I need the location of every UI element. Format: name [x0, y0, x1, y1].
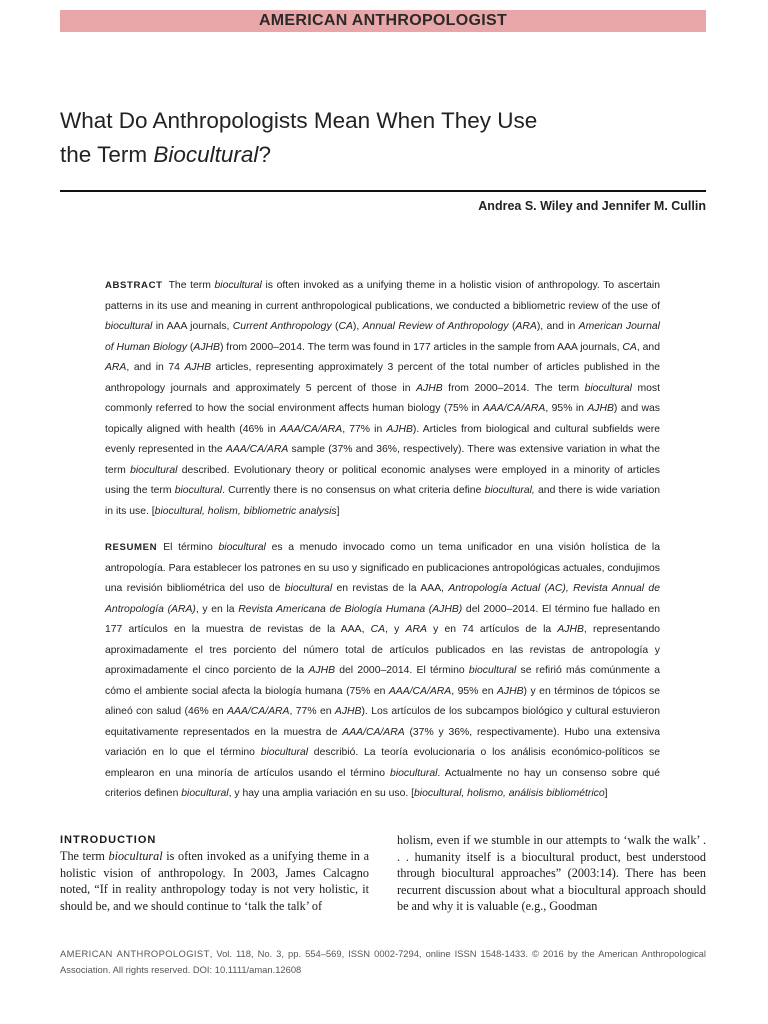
resumen-text: El término biocultural es a menudo invocado como un tema unificador en una visión holística de la antropología. Para establecer los patrones en su uso y significado en publicaciones antropológicas actuales, condujimos una revisión bibliométrica del uso de biocultural en revistas de la AAA, Antropología Actual (AC), Revista Annual de Antropología (ARA), y en la Revista Americana de Biología Humana (AJHB) del 2000–2014. El término fue hallado en 177 artículos en la muestra de revistas de la AAA, CA, y ARA y en 74 artículos de la AJHB, representando aproximadamente el tres porciento del número total de artículos publicados en las revistas de antropología y aproximadamente el cinco porciento de la AJHB del 2000–2014. El término biocultural se refirió más comúnmente a cómo el ambiente social afecta la biología humana (75% en AAA/CA/ARA, 95% en AJHB) y en términos de tópicos se alineó con salud (46% en AAA/CA/ARA, 77% en AJHB). Los artículos de los subcampos biológico y cultural estuvieron equitativamente representados en la muestra de AAA/CA/ARA (37% y 36%, respectivamente). Hubo una extensiva variación en lo que el término biocultural describió. La teoría evolucionaria o los análisis económico-políticos se emplearon en una minoría de artículos usando el término biocultural. Actualmente no hay un consenso sobre qué criterios definen biocultural, y hay una amplia variación en su uso. [biocultural, holismo, análisis bibliométrico]: [105, 542, 661, 799]
introduction-text-left: The term biocultural is often invoked as a unifying theme in a holistic vision of anthropology. In 2003, James Calcagno noted, “If in reality anthropology today is not very holistic, it should be, and we should continue to ‘talk the talk’ of: [60, 849, 369, 913]
abstract-paragraph: [105, 276, 660, 522]
title-line-2: [60, 138, 706, 172]
abstract-label: ABSTRACT: [105, 280, 163, 291]
article-title: [60, 104, 706, 172]
introduction-column-left: [60, 832, 369, 914]
title-italic-term: Biocultural: [153, 142, 259, 167]
introduction-column-right: [397, 832, 706, 915]
journal-name: AMERICAN ANTHROPOLOGIST: [258, 12, 508, 29]
footer-journal: AMERICAN ANTHROPOLOGIST: [60, 948, 210, 959]
journal-banner: [60, 10, 706, 32]
introduction-heading: INTRODUCTION: [60, 834, 157, 846]
title-punctuation: ?: [258, 142, 271, 167]
title-text: the Term: [60, 142, 154, 167]
title-rule: [60, 190, 706, 192]
title-line-1: What Do Anthropologists Mean When They Use: [60, 108, 538, 133]
abstract-text: The term biocultural is often invoked as a unifying theme in a holistic vision of anthropology. To ascertain patterns in its use and meaning in current anthropological publications, we conducted a bibliometric review of the use of biocultural in AAA journals, Current Anthropology (CA), Annual Review of Anthropology (ARA), and in American Journal of Human Biology (AJHB) from 2000–2014. The term was found in 177 articles in the sample from AAA journals, CA, and ARA, and in 74 AJHB articles, representing approximately 3 percent of the total number of articles published in the anthropology journals and approximately 5 percent of those in AJHB from 2000–2014. The term biocultural most commonly referred to how the social environment affects human biology (75% in AAA/CA/ARA, 95% in AJHB) and was topically aligned with health (46% in AAA/CA/ARA, 77% in AJHB). Articles from biological and cultural subfields were evenly represented in the AAA/CA/ARA sample (37% and 36%, respectively). There was extensive variation in what the term biocultural described. Evolutionary theory or political economic analyses were employed in a minority of articles using the term biocultural. Currently there is no consensus on what criteria define biocultural, and there is wide variation in its use. [biocultural, holism, bibliometric analysis]: [105, 280, 661, 517]
citation-footer: [60, 946, 706, 978]
authors: Andrea S. Wiley and Jennifer M. Cullin: [478, 199, 706, 213]
introduction-text-right: holism, even if we stumble in our attempts to ‘walk the walk’ . . . humanity itself is a biocultural product, best understood through biocultural approaches” (2003:14). There has been recurrent discussion about what a biocultural approach should be and why it is valuable (e.g., Goodman: [397, 833, 706, 913]
resumen-label: RESUMEN: [105, 542, 158, 553]
footer-citation: , Vol. 118, No. 3, pp. 554–569, ISSN 0002-7294, online ISSN 1548-1433. © 2016 by the American Anthropological Association. All rights reserved. DOI: 10.1111/aman.12608: [60, 948, 706, 975]
resumen-paragraph: [105, 538, 660, 805]
